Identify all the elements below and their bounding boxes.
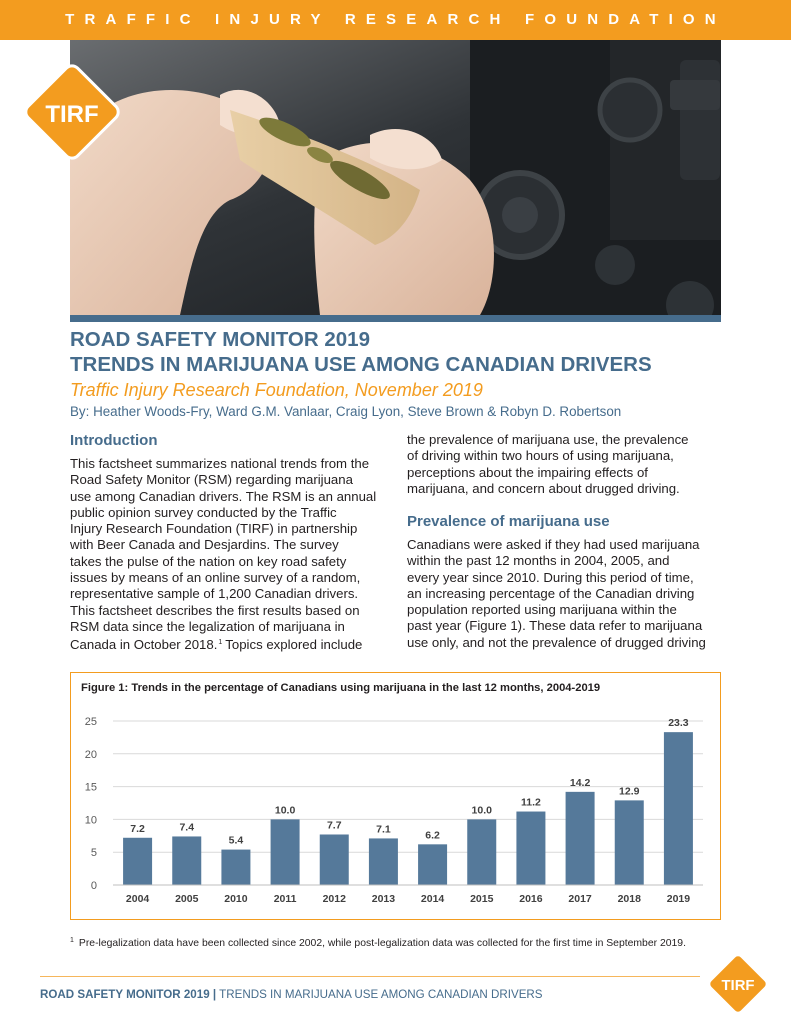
intro-line: This factsheet summarizes national trends from the [70,456,370,471]
intro-line: takes the pulse of the nation on key road safety [70,553,347,569]
bar-value-label: 10.0 [471,804,492,817]
y-tick-label: 20 [84,748,97,761]
x-tick-label: 2016 [519,893,543,905]
intro-line: This factsheet describes the first results based on [70,602,360,618]
prevalence-line: use only, and not the prevalence of drugged driving [407,634,706,650]
right-line: of driving within two hours of using marijuana, [407,448,674,464]
footer-subtitle: TRENDS IN MARIJUANA USE AMONG CANADIAN DRIVERS [219,988,543,1001]
hero-photo-illustration [70,40,721,315]
x-tick-label: 2012 [322,893,346,905]
prevalence-line: population reported using marijuana within the [407,602,677,618]
bar-value-label: 7.4 [179,821,195,834]
figure-title: Figure 1: Trends in the percentage of Canadians using marijuana in the last 12 months, 2004-2019 [81,682,601,694]
footer-separator: | [212,988,217,1001]
bar [516,812,545,885]
bar [664,732,693,885]
title-line-2: TRENDS IN MARIJUANA USE AMONG CANADIAN DRIVERS [70,353,652,376]
x-tick-label: 2019 [666,893,691,905]
right-line: the prevalence of marijuana use, the prevalence [407,432,689,447]
x-tick-label: 2011 [273,893,297,905]
bar-value-label: 14.2 [569,776,591,789]
intro-line: representative sample of 1,200 Canadian drivers. [70,586,359,602]
bar [566,792,595,885]
bar-value-label: 7.1 [376,823,391,836]
prevalence-line: Canadians were asked if they had used marijuana [407,537,700,552]
prevalence-line: within the past 12 months in 2004, 2005, and [407,553,670,569]
intro-line: Road Safety Monitor (RSM) regarding marijuana [70,472,353,488]
intro-line: issues by means of an online survey of a random, [70,570,361,586]
y-tick-label: 0 [90,880,97,892]
bar-value-label: 7.2 [130,822,145,835]
header-banner [0,0,791,40]
bar-value-label: 12.9 [619,785,640,798]
footnote-text: Pre-legalization data have been collected since 2002, while post-legalization data was collected for the first time in September 2019. [78,938,686,949]
prevalence-line: every year since 2010. During this period of time, [407,569,694,585]
bar [271,819,300,885]
bar [221,850,250,885]
bar [123,838,152,885]
footnote-marker: 1 [70,937,74,944]
bar [172,836,201,885]
intro-line-last [70,635,376,653]
footnote [70,937,686,949]
right-line: perceptions about the impairing effects of [407,464,648,480]
x-tick-label: 2015 [470,893,494,905]
intro-line: with Beer Canada and Desjardins. The survey [70,537,339,553]
intro-line: public opinion survey conducted by the Traffic [70,504,337,520]
bar [615,800,644,885]
bar [467,819,496,885]
bar [369,838,398,885]
right-column-paragraph [407,432,689,497]
x-tick-label: 2013 [371,893,396,905]
bar-value-label: 10.0 [274,804,296,817]
right-line: marijuana, and concern about drugged driving. [407,480,680,496]
footnote-ref: 1 [218,639,223,647]
prevalence-line: past year (Figure 1). These data refer to marijuana [407,618,703,634]
intro-line-text: Canada in October 2018. [70,637,218,653]
org-banner-text: TRAFFIC INJURY RESEARCH FOUNDATION [65,11,726,28]
prevalence-paragraph [407,537,706,651]
bar [320,834,349,885]
tirf-logo [22,62,122,162]
bar-value-label: 11.2 [520,796,541,809]
bar [418,844,447,885]
hero-image [70,40,721,315]
tirf-logo-footer [707,953,769,1015]
tirf-logo-footer-text: TIRF [721,978,755,995]
y-tick-label: 5 [90,847,97,860]
x-tick-label: 2018 [617,893,641,905]
prevalence-heading: Prevalence of marijuana use [407,513,610,530]
x-tick-label: 2017 [568,893,592,905]
x-tick-label: 2004 [125,893,150,905]
bar-value-label: 7.7 [326,819,342,832]
prevalence-line: an increasing percentage of the Canadian driving [407,585,695,601]
bar-value-label: 6.2 [425,829,440,842]
footer [40,988,543,1001]
x-tick-label: 2010 [224,893,248,905]
intro-line: RSM data since the legalization of marijuana in [70,618,345,634]
y-tick-label: 25 [84,716,97,728]
bar-value-label: 23.3 [668,717,689,730]
subtitle: Traffic Injury Research Foundation, November 2019 [70,380,483,400]
footer-title: ROAD SAFETY MONITOR 2019 [40,988,210,1001]
bar-chart [71,673,720,919]
introduction-paragraph [70,456,376,654]
tirf-logo-text: TIRF [45,101,99,128]
x-tick-label: 2005 [175,893,199,905]
introduction-heading: Introduction [70,432,158,449]
hero-accent-bar [70,315,721,322]
y-tick-label: 15 [84,781,97,794]
intro-line-text: Topics explored include [225,637,363,653]
y-tick-label: 10 [84,814,97,827]
title-line-1: ROAD SAFETY MONITOR 2019 [70,328,370,351]
footer-divider [40,976,700,977]
bar-value-label: 5.4 [228,834,244,847]
figure-1 [70,672,721,920]
intro-line: Injury Research Foundation (TIRF) in partnership [70,521,358,537]
intro-line: use among Canadian drivers. The RSM is an annual [70,488,377,504]
authors: By: Heather Woods-Fry, Ward G.M. Vanlaar, Craig Lyon, Steve Brown & Robyn D. Robertson [70,404,622,419]
x-tick-label: 2014 [420,893,445,905]
